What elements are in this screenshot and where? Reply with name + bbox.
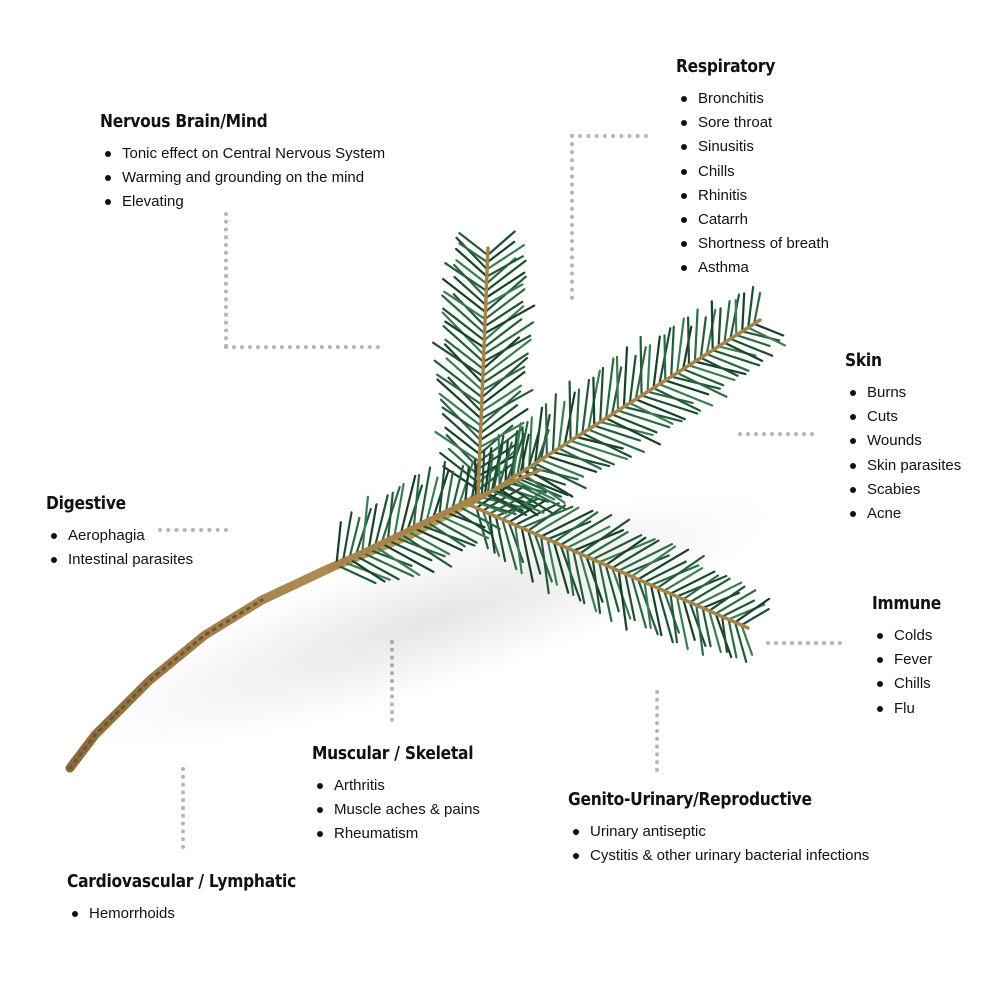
list-item: Muscle aches & pains bbox=[312, 798, 499, 822]
list-item: Elevating bbox=[100, 190, 385, 214]
pine-needle bbox=[577, 390, 580, 438]
pine-needle bbox=[336, 522, 340, 565]
group-immune bbox=[872, 593, 952, 721]
pine-needle bbox=[677, 319, 684, 373]
pine-needle bbox=[707, 354, 749, 371]
pine-needle bbox=[665, 380, 708, 394]
list-item: Bronchitis bbox=[676, 87, 829, 111]
pine-needle bbox=[713, 350, 760, 365]
pine-needle bbox=[641, 337, 642, 396]
group-title-nervous: Nervous Brain/Mind bbox=[100, 111, 268, 132]
pine-needle bbox=[648, 392, 693, 403]
group-title-cardio: Cardiovascular / Lymphatic bbox=[67, 871, 296, 892]
list-item: Skin parasites bbox=[845, 454, 961, 478]
group-digestive bbox=[46, 493, 193, 572]
list-item: Sinusitis bbox=[676, 135, 829, 159]
list-item: Warming and grounding on the mind bbox=[100, 166, 385, 190]
pine-needle bbox=[696, 605, 703, 655]
list-item: Tonic effect on Central Nervous System bbox=[100, 142, 385, 166]
group-skin bbox=[845, 350, 961, 526]
pine-needle bbox=[648, 345, 650, 391]
list-immune bbox=[872, 624, 952, 721]
list-item: Hemorrhoids bbox=[67, 902, 333, 926]
group-title-muscular: Muscular / Skeletal bbox=[312, 743, 474, 764]
pine-needle bbox=[617, 357, 618, 411]
list-item: Chills bbox=[676, 160, 829, 184]
pine-needle bbox=[725, 343, 763, 361]
group-title-digestive: Digestive bbox=[46, 493, 126, 514]
pine-needle bbox=[594, 426, 640, 441]
list-item: Asthma bbox=[676, 256, 829, 280]
list-item: Catarrh bbox=[676, 208, 829, 232]
list-nervous bbox=[100, 142, 385, 215]
pine-needle bbox=[541, 460, 583, 477]
list-item: Urinary antiseptic bbox=[568, 820, 869, 844]
list-item: Arthritis bbox=[312, 774, 499, 798]
pine-needle bbox=[730, 339, 772, 356]
group-respiratory bbox=[676, 56, 829, 281]
pine-needle bbox=[671, 327, 674, 377]
pine-needle bbox=[677, 597, 688, 650]
list-item: Shortness of breath bbox=[676, 232, 829, 256]
pine-needle bbox=[736, 300, 737, 335]
pine-needle bbox=[689, 365, 734, 380]
pine-needle bbox=[665, 335, 666, 380]
list-item: Sore throat bbox=[676, 111, 829, 135]
group-muscular bbox=[312, 743, 499, 847]
pine-needle bbox=[701, 317, 706, 358]
twig-stem bbox=[470, 320, 760, 505]
list-item: Acne bbox=[845, 502, 961, 526]
pine-needle bbox=[600, 368, 603, 422]
pine-needle bbox=[719, 308, 721, 346]
pine-needle bbox=[624, 347, 627, 406]
pine-needle bbox=[570, 382, 571, 441]
pine-needle bbox=[582, 380, 589, 433]
pine-needle bbox=[559, 402, 565, 449]
pine-needle bbox=[553, 394, 556, 452]
pine-needle bbox=[725, 301, 730, 343]
group-title-skin: Skin bbox=[845, 350, 882, 371]
pine-needle bbox=[546, 404, 547, 456]
list-item: Cuts bbox=[845, 405, 961, 429]
list-item: Scabies bbox=[845, 478, 961, 502]
list-muscular bbox=[312, 774, 499, 847]
group-title-immune: Immune bbox=[872, 593, 942, 614]
pine-needle bbox=[439, 462, 445, 516]
list-item: Flu bbox=[872, 697, 952, 721]
list-item: Colds bbox=[872, 624, 952, 648]
list-item: Chills bbox=[872, 672, 952, 696]
list-respiratory bbox=[676, 87, 829, 281]
pine-needle bbox=[388, 493, 393, 541]
group-nervous bbox=[100, 111, 385, 215]
list-item: Wounds bbox=[845, 429, 961, 453]
list-item: Rhinitis bbox=[676, 184, 829, 208]
list-item: Burns bbox=[845, 381, 961, 405]
list-item: Aerophagia bbox=[46, 524, 193, 548]
group-title-respiratory: Respiratory bbox=[676, 56, 776, 77]
pine-needle bbox=[683, 369, 723, 385]
pine-needle bbox=[688, 318, 689, 366]
pine-needle bbox=[362, 497, 368, 553]
group-cardio bbox=[67, 871, 333, 926]
pine-needle bbox=[701, 358, 738, 376]
pine-needle bbox=[593, 378, 594, 426]
pine-needle bbox=[482, 450, 485, 498]
list-item: Cystitis & other urinary bacterial infections bbox=[568, 844, 869, 868]
pine-needle bbox=[712, 301, 713, 350]
pine-needle bbox=[748, 287, 753, 328]
list-digestive bbox=[46, 524, 193, 572]
list-item: Rheumatism bbox=[312, 822, 499, 846]
list-item: Intestinal parasites bbox=[46, 548, 193, 572]
list-item: Fever bbox=[872, 648, 952, 672]
group-genito bbox=[568, 789, 869, 868]
pine-needle bbox=[695, 310, 698, 362]
list-skin bbox=[845, 381, 961, 526]
pine-needle bbox=[748, 328, 785, 346]
list-genito bbox=[568, 820, 869, 868]
pine-needle bbox=[630, 356, 636, 403]
group-title-genito: Genito-Urinary/Reproductive bbox=[568, 789, 812, 810]
pine-needle bbox=[654, 337, 660, 388]
pine-needle bbox=[722, 601, 754, 617]
list-cardio bbox=[67, 902, 333, 926]
pine-needle bbox=[742, 293, 744, 331]
